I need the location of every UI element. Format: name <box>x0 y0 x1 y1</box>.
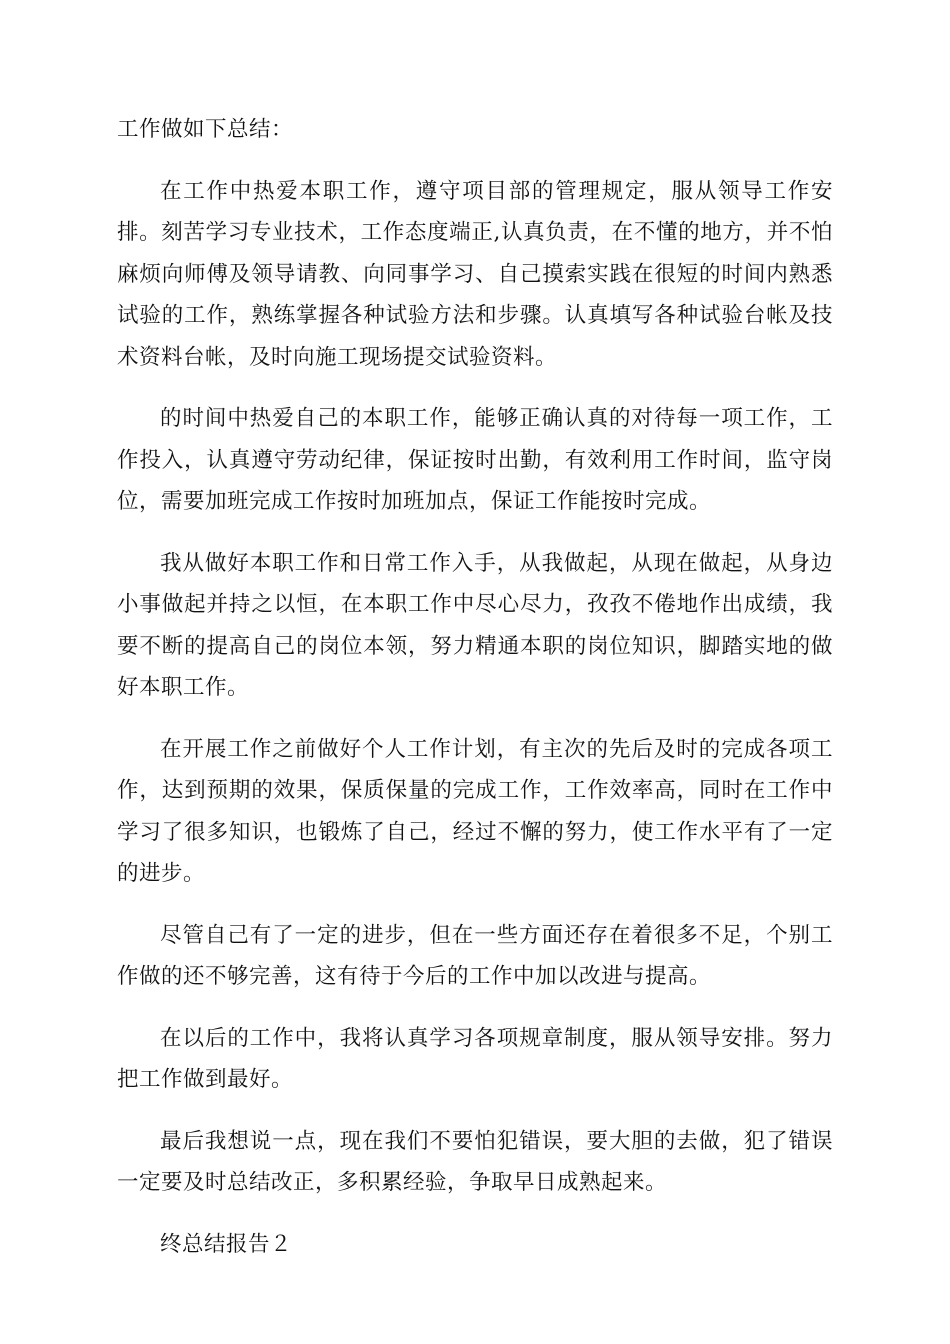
paragraph-planning: 在开展工作之前做好个人工作计划，有主次的先后及时的完成各项工作，达到预期的效果，保质保量的完成工作，工作效率高，同时在工作中学习了很多知识，也锻炼了自己，经过不懈的努力，使工作水平有了一定的进步。 <box>117 736 833 886</box>
paragraph-intro: 工作做如下总结： <box>117 117 294 142</box>
paragraph-shortcomings: 尽管自己有了一定的进步，但在一些方面还存在着很多不足，个别工作做的还不够完善，这有待于今后的工作中加以改进与提高。 <box>117 922 833 989</box>
section-heading: 终总结报告２ <box>160 1231 293 1257</box>
paragraph-work-attitude: 在工作中热爱本职工作，遵守项目部的管理规定，服从领导工作安排。刻苦学习专业技术，工作态度端正,认真负责，在不懂的地方，并不怕麻烦向师傅及领导请教、向同事学习、自己摸索实践在很短的时间内熟悉试验的工作，熟练掌握各种试验方法和步骤。认真填写各种试验台帐及技术资料台帐，及时向施工现场提交试验资料。 <box>117 178 833 370</box>
paragraph-future: 在以后的工作中，我将认真学习各项规章制度，服从领导安排。努力把工作做到最好。 <box>117 1025 833 1092</box>
paragraph-discipline: 的时间中热爱自己的本职工作，能够正确认真的对待每一项工作，工作投入，认真遵守劳动纪律，保证按时出勤，有效利用工作时间，监守岗位，需要加班完成工作按时加班加点，保证工作能按时完成。 <box>117 406 833 514</box>
document-body <box>117 109 833 1285</box>
paragraph-closing: 最后我想说一点，现在我们不要怕犯错误，要大胆的去做，犯了错误一定要及时总结改正，多积累经验，争取早日成熟起来。 <box>117 1128 833 1195</box>
paragraph-daily-work: 我从做好本职工作和日常工作入手，从我做起，从现在做起，从身边小事做起并持之以恒，在本职工作中尽心尽力，孜孜不倦地作出成绩，我要不断的提高自己的岗位本领，努力精通本职的岗位知识，脚踏实地的做好本职工作。 <box>117 550 833 700</box>
